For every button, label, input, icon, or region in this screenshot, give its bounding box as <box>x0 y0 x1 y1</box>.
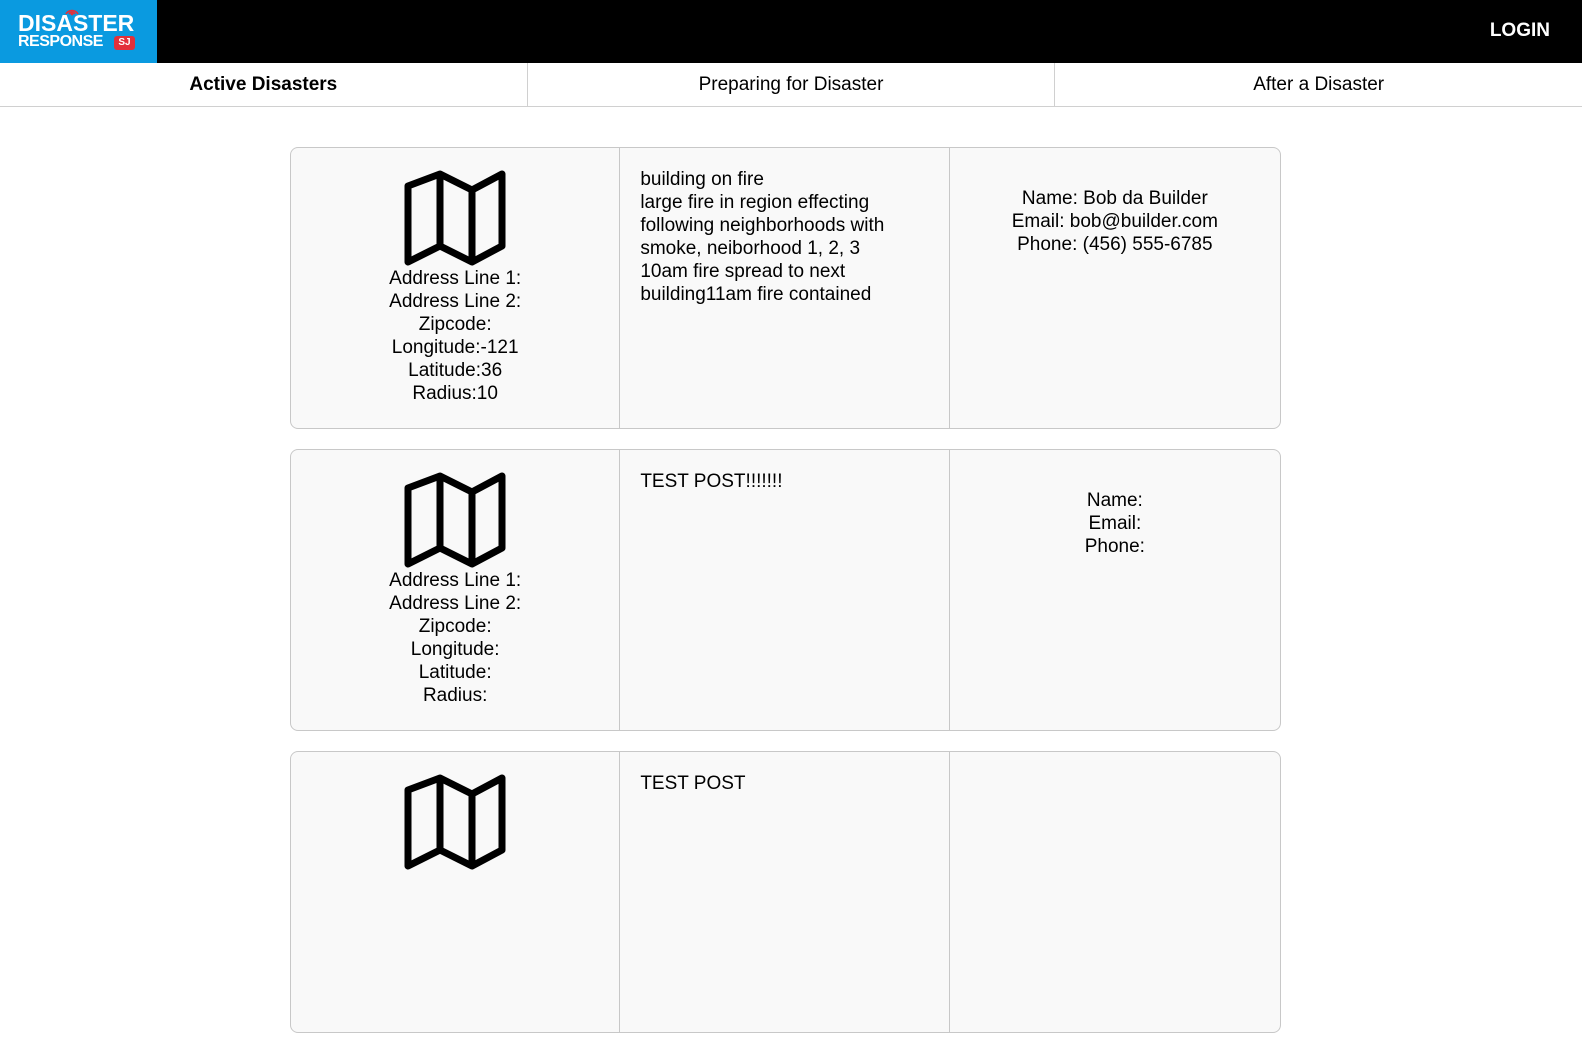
latitude: Latitude:36 <box>408 360 503 381</box>
address-line-2: Address Line 2: <box>389 291 522 312</box>
top-bar <box>0 0 1582 63</box>
post-location <box>291 450 620 730</box>
address-line-1: Address Line 1: <box>389 268 522 289</box>
login-button[interactable]: LOGIN <box>1489 20 1550 41</box>
map-icon <box>404 472 506 568</box>
description-text: TEST POST <box>640 773 746 794</box>
description-text: building on fire large fire in region effecting following neighborhoods with smoke, neiborhood 1, 2, 3 10am fire spread to next building11am fire contained <box>640 169 885 305</box>
contact-email: Email: <box>1088 513 1142 534</box>
radius: Radius:10 <box>412 383 498 404</box>
contact-phone: Phone: <box>1084 536 1145 557</box>
description-text: TEST POST!!!!!!! <box>640 471 783 492</box>
post-contact <box>950 148 1280 428</box>
contact-name: Name: Bob da Builder <box>1021 188 1208 209</box>
contact-phone: Phone: (456) 555-6785 <box>1017 234 1213 255</box>
tab-preparing-for-disaster[interactable]: Preparing for Disaster <box>528 63 1056 106</box>
post-location <box>291 148 620 428</box>
contact-name: Name: <box>1086 490 1143 511</box>
longitude: Longitude:-121 <box>391 337 519 358</box>
address-line-1: Address Line 1: <box>389 570 522 591</box>
disaster-post-card[interactable] <box>290 751 1281 1033</box>
tab-after-a-disaster[interactable]: After a Disaster <box>1253 74 1385 95</box>
tab-active-disasters[interactable]: Active Disasters <box>0 63 528 106</box>
zipcode: Zipcode: <box>418 616 492 637</box>
logo-line1: DISASTER <box>18 10 135 36</box>
disaster-post-card[interactable] <box>290 147 1281 429</box>
disaster-post-card[interactable] <box>290 449 1281 731</box>
contact-email: Email: bob@builder.com <box>1011 211 1218 232</box>
post-contact <box>950 450 1280 730</box>
logo-badge: SJ <box>114 36 135 50</box>
post-location <box>291 752 620 1032</box>
post-description <box>620 752 949 1032</box>
post-description <box>620 450 949 730</box>
radius: Radius: <box>422 685 488 706</box>
post-description <box>620 148 949 428</box>
zipcode: Zipcode: <box>418 314 492 335</box>
map-icon <box>404 774 506 870</box>
disaster-post-list <box>290 147 1281 1053</box>
logo[interactable] <box>0 0 157 63</box>
longitude: Longitude: <box>410 639 500 660</box>
latitude: Latitude: <box>418 662 492 683</box>
nav-tabs <box>0 63 1582 107</box>
logo-line2: RESPONSE <box>18 33 103 50</box>
map-icon <box>404 170 506 266</box>
post-contact <box>950 752 1280 1032</box>
address-line-2: Address Line 2: <box>389 593 522 614</box>
